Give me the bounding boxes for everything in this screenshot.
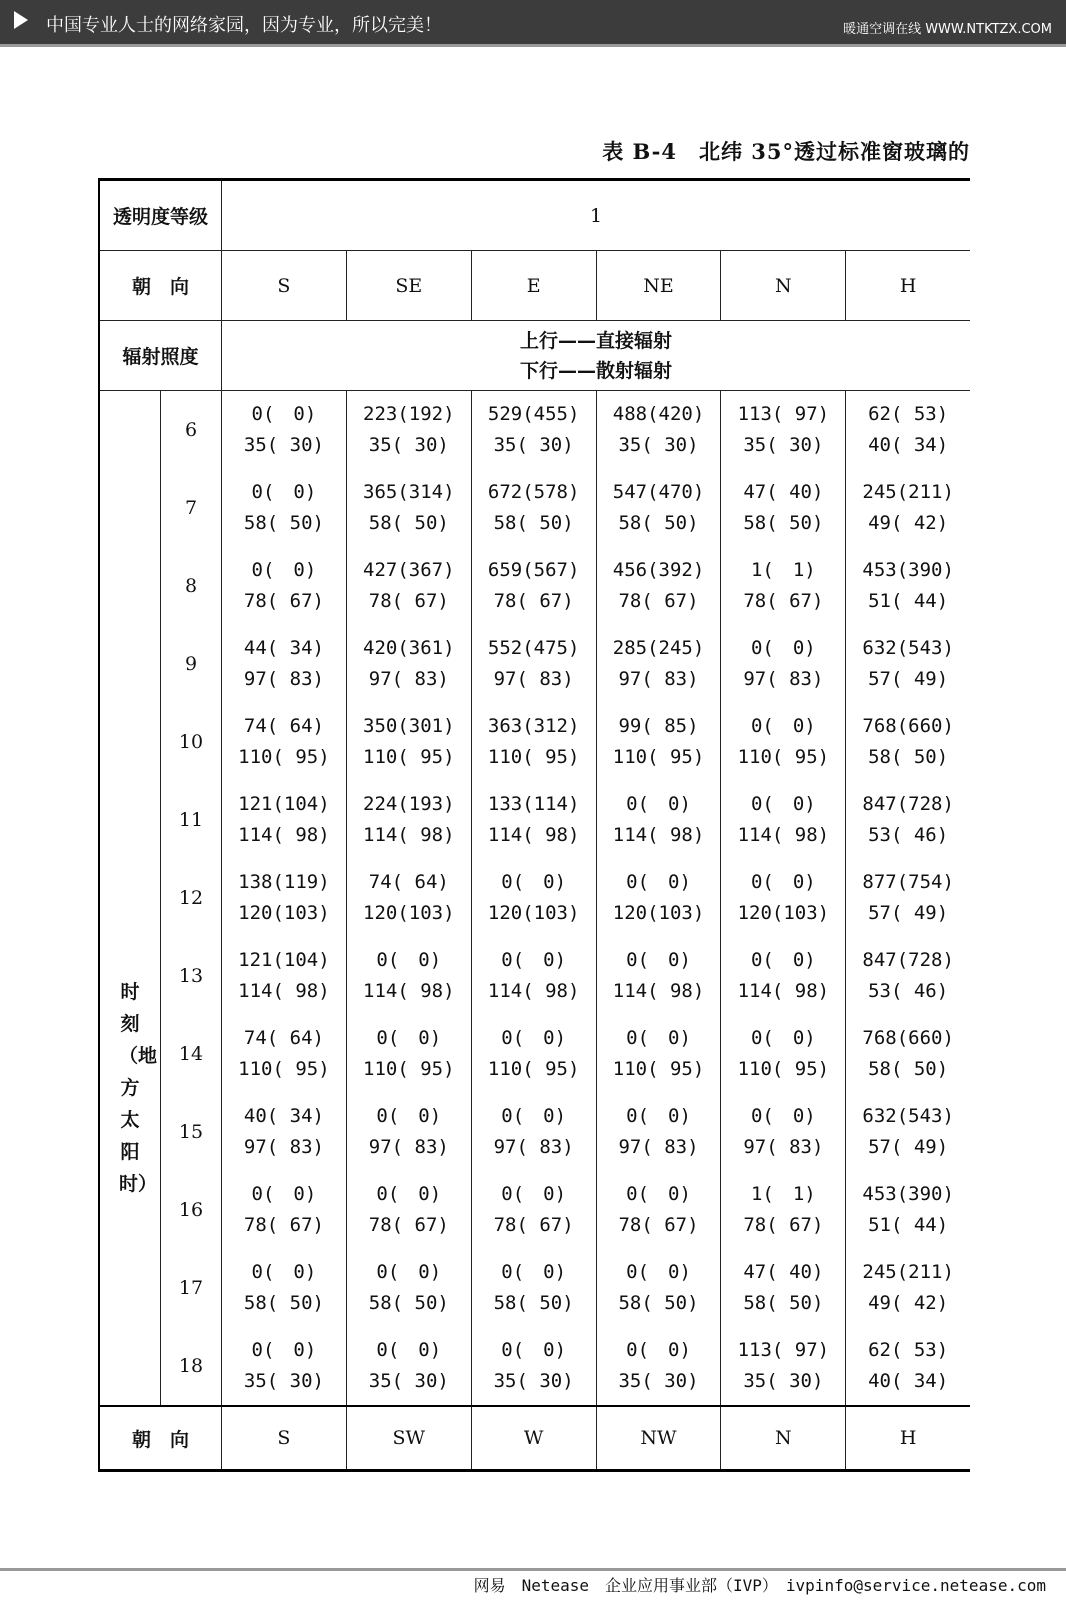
value-cell <box>346 859 471 937</box>
diffuse-value: 78( 67) <box>493 1214 574 1236</box>
direct-value: 0( 0) <box>376 1261 442 1283</box>
diffuse-value: 78( 67) <box>368 1214 449 1236</box>
direct-value: 0( 0) <box>750 1027 816 1049</box>
table-row <box>99 547 970 625</box>
direct-value: 547(470) <box>612 481 705 503</box>
orientation-label-bottom: 朝 向 <box>99 1406 222 1471</box>
diffuse-value: 110( 95) <box>238 1058 330 1080</box>
value-cell <box>596 391 721 470</box>
diffuse-value: 110( 95) <box>487 1058 580 1080</box>
value-cell <box>346 625 471 703</box>
direct-value: 99( 85) <box>618 715 699 737</box>
direct-value: 121(104) <box>238 793 330 815</box>
value-cell <box>222 1327 347 1406</box>
direction-footer: N <box>721 1406 846 1471</box>
diffuse-value: 114( 98) <box>363 980 455 1002</box>
value-cell <box>471 937 596 1015</box>
value-cell <box>721 703 846 781</box>
diffuse-value: 40( 34) <box>868 1370 949 1392</box>
diffuse-value: 110( 95) <box>612 1058 705 1080</box>
hour-cell: 10 <box>161 703 222 781</box>
diffuse-value: 110( 95) <box>487 746 580 768</box>
direction-footer: SW <box>346 1406 471 1471</box>
hour-cell: 6 <box>161 391 222 470</box>
direct-value: 113( 97) <box>737 1339 830 1361</box>
diffuse-value: 114( 98) <box>487 824 580 846</box>
value-cell <box>721 1093 846 1171</box>
value-cell <box>596 703 721 781</box>
banner-site: 暖通空调在线 WWW.NTKTZX.COM <box>843 22 1052 37</box>
value-cell <box>346 937 471 1015</box>
value-cell <box>471 547 596 625</box>
diffuse-value: 53( 46) <box>868 980 949 1002</box>
diffuse-value: 97( 83) <box>368 1136 449 1158</box>
value-cell <box>471 1015 596 1093</box>
diffuse-value: 58( 50) <box>368 1292 449 1314</box>
direct-value: 350(301) <box>363 715 455 737</box>
value-cell <box>222 703 347 781</box>
direct-value: 768(660) <box>862 715 954 737</box>
direct-value: 427(367) <box>363 559 455 581</box>
value-cell <box>596 1171 721 1249</box>
direction-footer: W <box>471 1406 596 1471</box>
diffuse-value: 110( 95) <box>363 1058 455 1080</box>
table-row <box>99 859 970 937</box>
diffuse-value: 110( 95) <box>238 746 330 768</box>
value-cell <box>471 391 596 470</box>
table-row <box>99 625 970 703</box>
direct-value: 363(312) <box>487 715 580 737</box>
hour-cell: 15 <box>161 1093 222 1171</box>
direct-value: 0( 0) <box>251 1339 317 1361</box>
diffuse-value: 120(103) <box>363 902 455 924</box>
orientation-label: 朝 向 <box>99 251 222 321</box>
value-cell <box>846 859 970 937</box>
value-cell <box>721 469 846 547</box>
table-row <box>99 1327 970 1406</box>
value-cell <box>846 391 970 470</box>
value-cell <box>846 469 970 547</box>
direction-header: NE <box>596 251 721 321</box>
diffuse-value: 78( 67) <box>618 590 699 612</box>
direction-footer: NW <box>596 1406 721 1471</box>
diffuse-value: 35( 30) <box>243 434 324 456</box>
direct-value: 0( 0) <box>626 793 691 815</box>
direct-value: 224(193) <box>363 793 455 815</box>
direction-header: H <box>846 251 970 321</box>
value-cell <box>471 469 596 547</box>
direct-value: 632(543) <box>862 637 954 659</box>
table-row <box>99 391 970 470</box>
direct-value: 0( 0) <box>251 403 317 425</box>
value-cell <box>721 547 846 625</box>
direct-value: 0( 0) <box>501 1261 567 1283</box>
direct-value: 0( 0) <box>750 793 816 815</box>
value-cell <box>721 1015 846 1093</box>
value-cell <box>222 1093 347 1171</box>
play-arrow-icon <box>14 11 28 29</box>
diffuse-value: 58( 50) <box>243 512 324 534</box>
direct-value: 0( 0) <box>376 1105 442 1127</box>
direct-value: 0( 0) <box>626 1183 691 1205</box>
diffuse-value: 58( 50) <box>243 1292 324 1314</box>
diffuse-value: 58( 50) <box>868 746 949 768</box>
hour-cell: 7 <box>161 469 222 547</box>
diffuse-value: 78( 67) <box>743 590 824 612</box>
direct-value: 365(314) <box>363 481 455 503</box>
diffuse-value: 114( 98) <box>487 980 580 1002</box>
value-cell <box>346 1015 471 1093</box>
diffuse-value: 114( 98) <box>612 824 705 846</box>
direct-value: 138(119) <box>238 871 330 893</box>
value-cell <box>846 937 970 1015</box>
diffuse-value: 114( 98) <box>612 980 705 1002</box>
direct-value: 62( 53) <box>868 403 949 425</box>
direct-value: 0( 0) <box>626 1339 691 1361</box>
diffuse-value: 114( 98) <box>238 980 330 1002</box>
direct-value: 0( 0) <box>750 949 816 971</box>
value-cell <box>222 547 347 625</box>
direction-header: S <box>222 251 347 321</box>
hour-cell: 16 <box>161 1171 222 1249</box>
direct-value: 0( 0) <box>626 871 691 893</box>
diffuse-value: 110( 95) <box>737 746 830 768</box>
value-cell <box>846 1327 970 1406</box>
direct-value: 0( 0) <box>750 1105 816 1127</box>
direct-value: 113( 97) <box>737 403 830 425</box>
value-cell <box>846 1171 970 1249</box>
diffuse-value: 58( 50) <box>368 512 449 534</box>
direction-footer: S <box>222 1406 347 1471</box>
diffuse-value: 58( 50) <box>868 1058 949 1080</box>
direct-value: 632(543) <box>862 1105 954 1127</box>
direct-value: 0( 0) <box>501 1027 567 1049</box>
direct-value: 488(420) <box>612 403 705 425</box>
diffuse-value: 97( 83) <box>743 668 824 690</box>
direct-value: 0( 0) <box>376 1027 442 1049</box>
direct-value: 285(245) <box>612 637 705 659</box>
hour-cell: 11 <box>161 781 222 859</box>
direct-value: 0( 0) <box>501 871 567 893</box>
direct-value: 0( 0) <box>501 1105 567 1127</box>
direct-value: 0( 0) <box>750 871 816 893</box>
table-title: 表 B-4 北纬 35°透过标准窗玻璃的 <box>602 139 970 164</box>
value-cell <box>346 547 471 625</box>
table-row <box>99 703 970 781</box>
value-cell <box>846 625 970 703</box>
value-cell <box>721 937 846 1015</box>
direct-value: 456(392) <box>612 559 705 581</box>
diffuse-value: 35( 30) <box>743 1370 824 1392</box>
direct-value: 1( 1) <box>750 1183 816 1205</box>
value-cell <box>471 781 596 859</box>
hour-cell: 14 <box>161 1015 222 1093</box>
value-cell <box>222 859 347 937</box>
diffuse-value: 51( 44) <box>868 590 949 612</box>
value-cell <box>346 391 471 470</box>
diffuse-value: 35( 30) <box>493 434 574 456</box>
hour-cell: 8 <box>161 547 222 625</box>
table-row <box>99 1249 970 1327</box>
footer: 网易 Netease 企业应用事业部（IVP） ivpinfo@service.netease.com <box>0 1568 1066 1600</box>
radiation-note <box>222 321 971 391</box>
hour-cell: 12 <box>161 859 222 937</box>
value-cell <box>846 781 970 859</box>
hour-cell: 9 <box>161 625 222 703</box>
direct-value: 0( 0) <box>750 715 816 737</box>
value-cell <box>222 1249 347 1327</box>
value-cell <box>596 1249 721 1327</box>
diffuse-value: 40( 34) <box>868 434 949 456</box>
direct-value: 44( 34) <box>243 637 324 659</box>
direct-value: 0( 0) <box>376 1183 442 1205</box>
banner-slogan: 中国专业人士的网络家园，因为专业，所以完美！ <box>46 15 442 36</box>
value-cell <box>471 1249 596 1327</box>
diffuse-value: 97( 83) <box>493 668 574 690</box>
radiation-label: 辐射照度 <box>99 321 222 391</box>
diffuse-value: 110( 95) <box>363 746 455 768</box>
note-direct: 上行——直接辐射 <box>519 329 672 352</box>
value-cell <box>721 1327 846 1406</box>
direction-header: SE <box>346 251 471 321</box>
top-banner <box>0 0 1066 47</box>
value-cell <box>721 391 846 470</box>
value-cell <box>346 1327 471 1406</box>
diffuse-value: 58( 50) <box>618 1292 699 1314</box>
direct-value: 0( 0) <box>750 637 816 659</box>
direct-value: 245(211) <box>862 481 954 503</box>
value-cell <box>596 1093 721 1171</box>
hour-cell: 13 <box>161 937 222 1015</box>
direct-value: 453(390) <box>862 1183 954 1205</box>
table-row <box>99 469 970 547</box>
value-cell <box>596 781 721 859</box>
value-cell <box>471 1327 596 1406</box>
diffuse-value: 120(103) <box>238 902 330 924</box>
value-cell <box>846 703 970 781</box>
diffuse-value: 114( 98) <box>363 824 455 846</box>
table-row <box>99 1093 970 1171</box>
diffuse-value: 35( 30) <box>368 1370 449 1392</box>
diffuse-value: 97( 83) <box>493 1136 574 1158</box>
diffuse-value: 97( 83) <box>618 1136 699 1158</box>
direct-value: 0( 0) <box>251 1261 317 1283</box>
direct-value: 1( 1) <box>750 559 816 581</box>
value-cell <box>471 1093 596 1171</box>
direct-value: 552(475) <box>487 637 580 659</box>
diffuse-value: 120(103) <box>737 902 830 924</box>
diffuse-value: 110( 95) <box>737 1058 830 1080</box>
note-diffuse: 下行——散射辐射 <box>519 359 672 382</box>
value-cell <box>596 1015 721 1093</box>
diffuse-value: 78( 67) <box>243 1214 324 1236</box>
value-cell <box>346 703 471 781</box>
direct-value: 847(728) <box>862 793 954 815</box>
direct-value: 877(754) <box>862 871 954 893</box>
direction-footer: H <box>846 1406 970 1471</box>
hour-cell: 18 <box>161 1327 222 1406</box>
direct-value: 0( 0) <box>251 1183 317 1205</box>
diffuse-value: 35( 30) <box>743 434 824 456</box>
direct-value: 847(728) <box>862 949 954 971</box>
direct-value: 223(192) <box>363 403 455 425</box>
diffuse-value: 110( 95) <box>612 746 705 768</box>
diffuse-value: 57( 49) <box>868 902 949 924</box>
diffuse-value: 35( 30) <box>368 434 449 456</box>
diffuse-value: 97( 83) <box>243 1136 324 1158</box>
direct-value: 0( 0) <box>251 559 317 581</box>
hour-cell: 17 <box>161 1249 222 1327</box>
diffuse-value: 114( 98) <box>737 980 830 1002</box>
value-cell <box>222 469 347 547</box>
value-cell <box>596 625 721 703</box>
direct-value: 0( 0) <box>501 1339 567 1361</box>
value-cell <box>846 1249 970 1327</box>
diffuse-value: 49( 42) <box>868 512 949 534</box>
diffuse-value: 78( 67) <box>743 1214 824 1236</box>
value-cell <box>222 1171 347 1249</box>
diffuse-value: 35( 30) <box>493 1370 574 1392</box>
value-cell <box>846 1093 970 1171</box>
value-cell <box>721 625 846 703</box>
diffuse-value: 114( 98) <box>238 824 330 846</box>
direction-header: E <box>471 251 596 321</box>
diffuse-value: 51( 44) <box>868 1214 949 1236</box>
direct-value: 672(578) <box>487 481 580 503</box>
direct-value: 40( 34) <box>243 1105 324 1127</box>
value-cell <box>222 391 347 470</box>
value-cell <box>346 1171 471 1249</box>
direct-value: 420(361) <box>363 637 455 659</box>
direct-value: 0( 0) <box>376 1339 442 1361</box>
value-cell <box>346 781 471 859</box>
table-row <box>99 781 970 859</box>
diffuse-value: 35( 30) <box>618 434 699 456</box>
diffuse-value: 78( 67) <box>493 590 574 612</box>
direct-value: 47( 40) <box>743 1261 824 1283</box>
diffuse-value: 97( 83) <box>743 1136 824 1158</box>
diffuse-value: 58( 50) <box>493 512 574 534</box>
diffuse-value: 57( 49) <box>868 1136 949 1158</box>
transparency-label: 透明度等级 <box>99 180 222 251</box>
direct-value: 659(567) <box>487 559 580 581</box>
diffuse-value: 78( 67) <box>618 1214 699 1236</box>
direct-value: 133(114) <box>487 793 580 815</box>
diffuse-value: 53( 46) <box>868 824 949 846</box>
diffuse-value: 120(103) <box>487 902 580 924</box>
radiation-table <box>98 178 970 1472</box>
direct-value: 74( 64) <box>368 871 449 893</box>
direct-value: 453(390) <box>862 559 954 581</box>
direct-value: 0( 0) <box>501 1183 567 1205</box>
diffuse-value: 97( 83) <box>368 668 449 690</box>
diffuse-value: 78( 67) <box>368 590 449 612</box>
table-row <box>99 1015 970 1093</box>
diffuse-value: 35( 30) <box>243 1370 324 1392</box>
value-cell <box>222 625 347 703</box>
diffuse-value: 58( 50) <box>493 1292 574 1314</box>
direct-value: 529(455) <box>487 403 580 425</box>
direct-value: 74( 64) <box>243 1027 324 1049</box>
value-cell <box>471 859 596 937</box>
direct-value: 74( 64) <box>243 715 324 737</box>
value-cell <box>346 1249 471 1327</box>
time-label <box>99 391 161 1407</box>
value-cell <box>721 859 846 937</box>
direct-value: 0( 0) <box>626 1261 691 1283</box>
value-cell <box>846 1015 970 1093</box>
value-cell <box>222 937 347 1015</box>
time-label-text: 时刻（地方太阳时） <box>119 981 158 1195</box>
diffuse-value: 57( 49) <box>868 668 949 690</box>
value-cell <box>596 547 721 625</box>
value-cell <box>596 1327 721 1406</box>
direction-header: N <box>721 251 846 321</box>
direct-value: 0( 0) <box>251 481 317 503</box>
table-row <box>99 937 970 1015</box>
diffuse-value: 120(103) <box>612 902 705 924</box>
direct-value: 245(211) <box>862 1261 954 1283</box>
direct-value: 0( 0) <box>501 949 567 971</box>
value-cell <box>721 1249 846 1327</box>
transparency-value: 1 <box>222 180 971 251</box>
direct-value: 0( 0) <box>376 949 442 971</box>
direct-value: 62( 53) <box>868 1339 949 1361</box>
diffuse-value: 49( 42) <box>868 1292 949 1314</box>
value-cell <box>596 469 721 547</box>
direct-value: 121(104) <box>238 949 330 971</box>
diffuse-value: 97( 83) <box>618 668 699 690</box>
value-cell <box>471 625 596 703</box>
direct-value: 47( 40) <box>743 481 824 503</box>
value-cell <box>346 1093 471 1171</box>
value-cell <box>596 937 721 1015</box>
diffuse-value: 97( 83) <box>243 668 324 690</box>
direct-value: 0( 0) <box>626 1105 691 1127</box>
diffuse-value: 58( 50) <box>618 512 699 534</box>
table-row <box>99 1171 970 1249</box>
value-cell <box>721 1171 846 1249</box>
diffuse-value: 35( 30) <box>618 1370 699 1392</box>
direct-value: 768(660) <box>862 1027 954 1049</box>
value-cell <box>471 1171 596 1249</box>
diffuse-value: 114( 98) <box>737 824 830 846</box>
diffuse-value: 78( 67) <box>243 590 324 612</box>
value-cell <box>596 859 721 937</box>
value-cell <box>222 1015 347 1093</box>
value-cell <box>846 547 970 625</box>
value-cell <box>346 469 471 547</box>
direct-value: 0( 0) <box>626 949 691 971</box>
value-cell <box>471 703 596 781</box>
value-cell <box>222 781 347 859</box>
direct-value: 0( 0) <box>626 1027 691 1049</box>
value-cell <box>721 781 846 859</box>
diffuse-value: 58( 50) <box>743 1292 824 1314</box>
diffuse-value: 58( 50) <box>743 512 824 534</box>
